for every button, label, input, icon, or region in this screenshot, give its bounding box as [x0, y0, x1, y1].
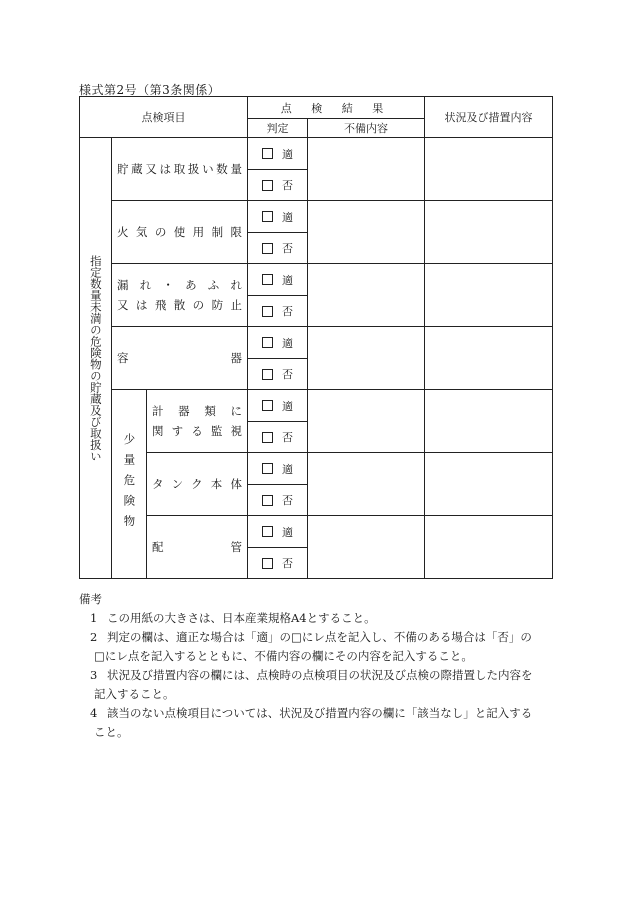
note-4: 4 該当のない点検項目については、状況及び措置内容の欄に「該当なし」と記入する こと。: [90, 706, 533, 739]
check-ok-container[interactable]: 適: [248, 327, 308, 359]
status-container[interactable]: [425, 327, 553, 390]
item-tank: タンク本体: [147, 453, 248, 516]
checkbox-icon[interactable]: [262, 180, 273, 191]
defect-gauge[interactable]: [308, 390, 425, 453]
header-result: 点 検 結 果: [248, 97, 425, 119]
checkbox-icon[interactable]: [262, 432, 273, 443]
checkbox-icon[interactable]: [262, 243, 273, 254]
item-container: 容 器: [112, 327, 248, 390]
status-tank[interactable]: [425, 453, 553, 516]
check-ng-fire[interactable]: 否: [248, 233, 308, 264]
checkbox-icon[interactable]: [262, 558, 273, 569]
checkbox-icon[interactable]: [262, 495, 273, 506]
check-ok-leak[interactable]: 適: [248, 264, 308, 296]
checkbox-icon[interactable]: [262, 274, 273, 285]
form-number: 様式第2号（第3条関係）: [79, 83, 221, 97]
status-gauge[interactable]: [425, 390, 553, 453]
defect-container[interactable]: [308, 327, 425, 390]
check-ng-storage[interactable]: 否: [248, 170, 308, 201]
defect-fire[interactable]: [308, 201, 425, 264]
status-storage[interactable]: [425, 138, 553, 201]
note-3: 3 状況及び措置内容の欄には、点検時の点検項目の状況及び点検の際措置した内容を 記入すること。: [90, 668, 533, 701]
check-ok-gauge[interactable]: 適: [248, 390, 308, 422]
check-ng-tank[interactable]: 否: [248, 485, 308, 516]
checkbox-icon[interactable]: [262, 463, 273, 474]
inspection-table: [79, 96, 553, 579]
defect-pipe[interactable]: [308, 516, 425, 579]
check-ng-container[interactable]: 否: [248, 359, 308, 390]
defect-tank[interactable]: [308, 453, 425, 516]
checkbox-icon[interactable]: [262, 211, 273, 222]
defect-storage[interactable]: [308, 138, 425, 201]
check-ng-leak[interactable]: 否: [248, 296, 308, 327]
checkbox-icon[interactable]: [262, 369, 273, 380]
header-defect: 不備内容: [308, 119, 425, 138]
check-ok-pipe[interactable]: 適: [248, 516, 308, 548]
status-fire[interactable]: [425, 201, 553, 264]
item-gauge: 計器類に 関する監視: [147, 390, 248, 453]
checkbox-icon[interactable]: [262, 306, 273, 317]
header-item: 点検項目: [80, 97, 248, 138]
checkbox-icon[interactable]: [262, 400, 273, 411]
subcategory-label: 少量危険物: [122, 432, 137, 536]
subcategory-cell: [112, 390, 147, 579]
note-1: 1 この用紙の大きさは、日本産業規格A4とすること。: [90, 611, 376, 625]
category-cell: [80, 138, 112, 579]
header-status: 状況及び措置内容: [425, 97, 553, 138]
header-judgement: 判定: [248, 119, 308, 138]
item-pipe: 配 管: [147, 516, 248, 579]
status-pipe[interactable]: [425, 516, 553, 579]
status-leak[interactable]: [425, 264, 553, 327]
check-ng-pipe[interactable]: 否: [248, 548, 308, 579]
check-ok-storage[interactable]: 適: [248, 138, 308, 170]
notes-section: [79, 590, 552, 742]
check-ok-fire[interactable]: 適: [248, 201, 308, 233]
check-ng-gauge[interactable]: 否: [248, 422, 308, 453]
item-leak: 漏れ・あふれ 又は飛散の防止: [112, 264, 248, 327]
note-2: 2 判定の欄は、適正な場合は「適」の□にレ点を記入し、不備のある場合は「否」の □にレ点を記入するとともに、不備内容の欄にその内容を記入すること。: [90, 630, 532, 663]
checkbox-icon[interactable]: [262, 148, 273, 159]
defect-leak[interactable]: [308, 264, 425, 327]
checkbox-icon[interactable]: [262, 526, 273, 537]
notes-title: 備考: [79, 592, 102, 606]
item-fire: 火気の使用制限: [112, 201, 248, 264]
category-label: 指定数量未満の危険物の貯蔵及び取扱い: [88, 254, 103, 462]
item-storage: 貯蔵又は取扱い数量: [112, 138, 248, 201]
check-ok-tank[interactable]: 適: [248, 453, 308, 485]
checkbox-icon[interactable]: [262, 337, 273, 348]
